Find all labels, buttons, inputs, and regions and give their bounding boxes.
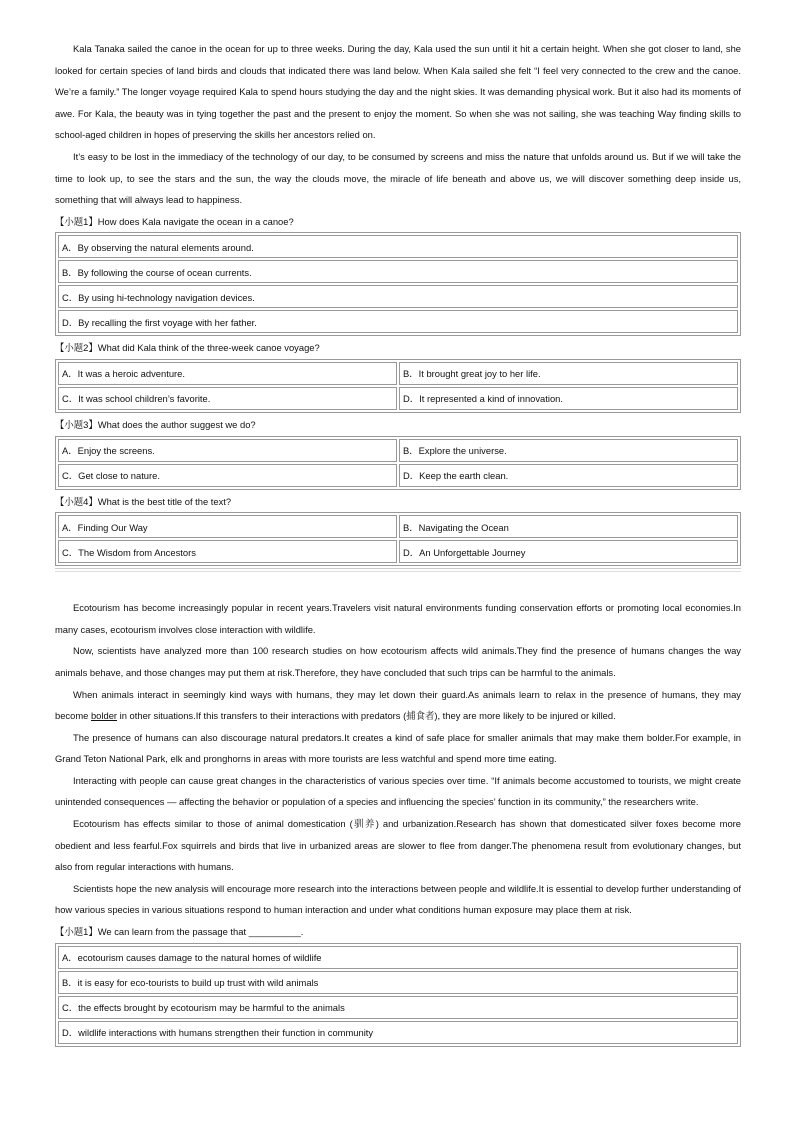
question-stem: 【小题4】What is the best title of the text? (55, 495, 232, 507)
question-stem: 【小题3】What does the author suggest we do? (55, 418, 256, 430)
option-c[interactable]: C．By using hi-technology navigation devices. (58, 285, 738, 308)
option-c[interactable]: C．It was school children’s favorite. (58, 387, 397, 410)
option-d[interactable]: D．By recalling the first voyage with her father. (58, 310, 738, 333)
option-b[interactable]: B．it is easy for eco-tourists to build up trust with wild animals (58, 971, 738, 994)
options-table (55, 232, 741, 336)
option-d[interactable]: D．wildlife interactions with humans strengthen their function in community (58, 1021, 738, 1044)
option-b[interactable]: B．Explore the universe. (399, 439, 738, 462)
passage-paragraph: Kala Tanaka sailed the canoe in the ocean for up to three weeks. During the day, Kala used the sun until it hit a certain height. When she got closer to land, she looked for certain species of land birds and clouds that indicated there was land below. When Kala sailed she felt “I feel very connected to the crew and the canoe. We’re a family.” The longer voyage required Kala to spend hours studying the day and the night skies. It was demanding physical work. But it also had its moments of awe. For Kala, the beauty was in tying together the past and the present to enjoy the moment. So when she was not sailing, she was teaching Way finding skills to school-aged children in hopes of preserving the skills her ancestors relied on. (55, 43, 741, 141)
option-b[interactable]: B．Navigating the Ocean (399, 515, 738, 538)
paragraph-text: in other situations.If this transfers to their interactions with predators (捕食者), they are more likely to be injured or killed. (117, 710, 616, 722)
section-divider (55, 568, 741, 572)
passage-paragraph: Scientists hope the new analysis will encourage more research into the interactions between people and wildlife.It is essential to develop further understanding of how various species in various situations respond to human interaction and under what conditions human exposure may place them at risk. (55, 882, 741, 916)
passage-paragraph: Ecotourism has become increasingly popular in recent years.Travelers visit natural environments funding conservation efforts or promoting local economies.In many cases, ecotourism involves close interaction with wildlife. (55, 602, 741, 635)
passage-paragraph: Interacting with people can cause great changes in the characteristics of various species over time. “If animals become accustomed to tourists, we might create unintended consequences — affecting the behavior or population of a species and influencing the species’ function in its community,” the researchers write. (55, 774, 741, 808)
option-d[interactable]: D．It represented a kind of innovation. (399, 387, 738, 410)
option-c[interactable]: C．Get close to nature. (58, 464, 397, 487)
option-a[interactable]: A．It was a heroic adventure. (58, 362, 397, 385)
option-c[interactable]: C．the effects brought by ecotourism may be harmful to the animals (58, 996, 738, 1019)
passage-paragraph: It’s easy to be lost in the immediacy of the technology of our day, to be consumed by screens and miss the nature that unfolds around us. But if we will take the time to look up, to see the stars and the sun, the way the clouds move, the miracle of life beneath and above us, we will discover something deep inside us, something that will always lead to happiness. (55, 150, 741, 206)
passage-paragraph: Now, scientists have analyzed more than 100 research studies on how ecotourism affects wild animals.They find the presence of humans changes the way animals behave, and those changes may put them at risk.Therefore, they have concluded that such trips can be harmful to the animals. (55, 645, 741, 678)
underlined-word: bolder (90, 710, 118, 722)
options-table (55, 436, 741, 490)
passage-1 (55, 38, 741, 566)
question-stem: 【小题1】How does Kala navigate the ocean in a canoe? (55, 215, 294, 227)
option-d[interactable]: D．An Unforgettable Journey (399, 540, 738, 563)
options-table (55, 512, 741, 566)
option-c[interactable]: C．The Wisdom from Ancestors (58, 540, 397, 563)
option-a[interactable]: A．Enjoy the screens. (58, 439, 397, 462)
passage-paragraph: The presence of humans can also discourage natural predators.It creates a kind of safe place for smaller animals that may make them bolder.For example, in Grand Teton National Park, elk and pronghorns in areas with more tourists are less watchful and spend more time eating. (55, 731, 741, 765)
question-stem: 【小题1】We can learn from the passage that __________. (55, 926, 304, 938)
options-table (55, 359, 741, 413)
passage-paragraph (55, 684, 741, 727)
document-page (55, 38, 741, 1048)
options-table (55, 943, 741, 1047)
passage-paragraph: Ecotourism has effects similar to those of animal domestication (驯养) and urbanization.Research has shown that domesticated silver foxes become more obedient and less fearful.Fox squirrels and birds that live in urbanized areas are slower to flee from danger.The phenomena result from evolutionary changes, but also from regular interactions with humans. (55, 818, 741, 873)
paragraph-text: When animals interact in seemingly kind ways with humans, they may let down their guard.As animals learn to relax in the presence of humans, they may become (55, 688, 741, 722)
passage-2 (55, 597, 741, 1047)
option-b[interactable]: B．By following the course of ocean currents. (58, 260, 738, 283)
option-a[interactable]: A．By observing the natural elements around. (58, 235, 738, 258)
option-d[interactable]: D．Keep the earth clean. (399, 464, 738, 487)
option-b[interactable]: B．It brought great joy to her life. (399, 362, 738, 385)
option-a[interactable]: A．Finding Our Way (58, 515, 397, 538)
question-stem: 【小题2】What did Kala think of the three-week canoe voyage? (55, 342, 320, 354)
option-a[interactable]: A．ecotourism causes damage to the natural homes of wildlife (58, 946, 738, 969)
